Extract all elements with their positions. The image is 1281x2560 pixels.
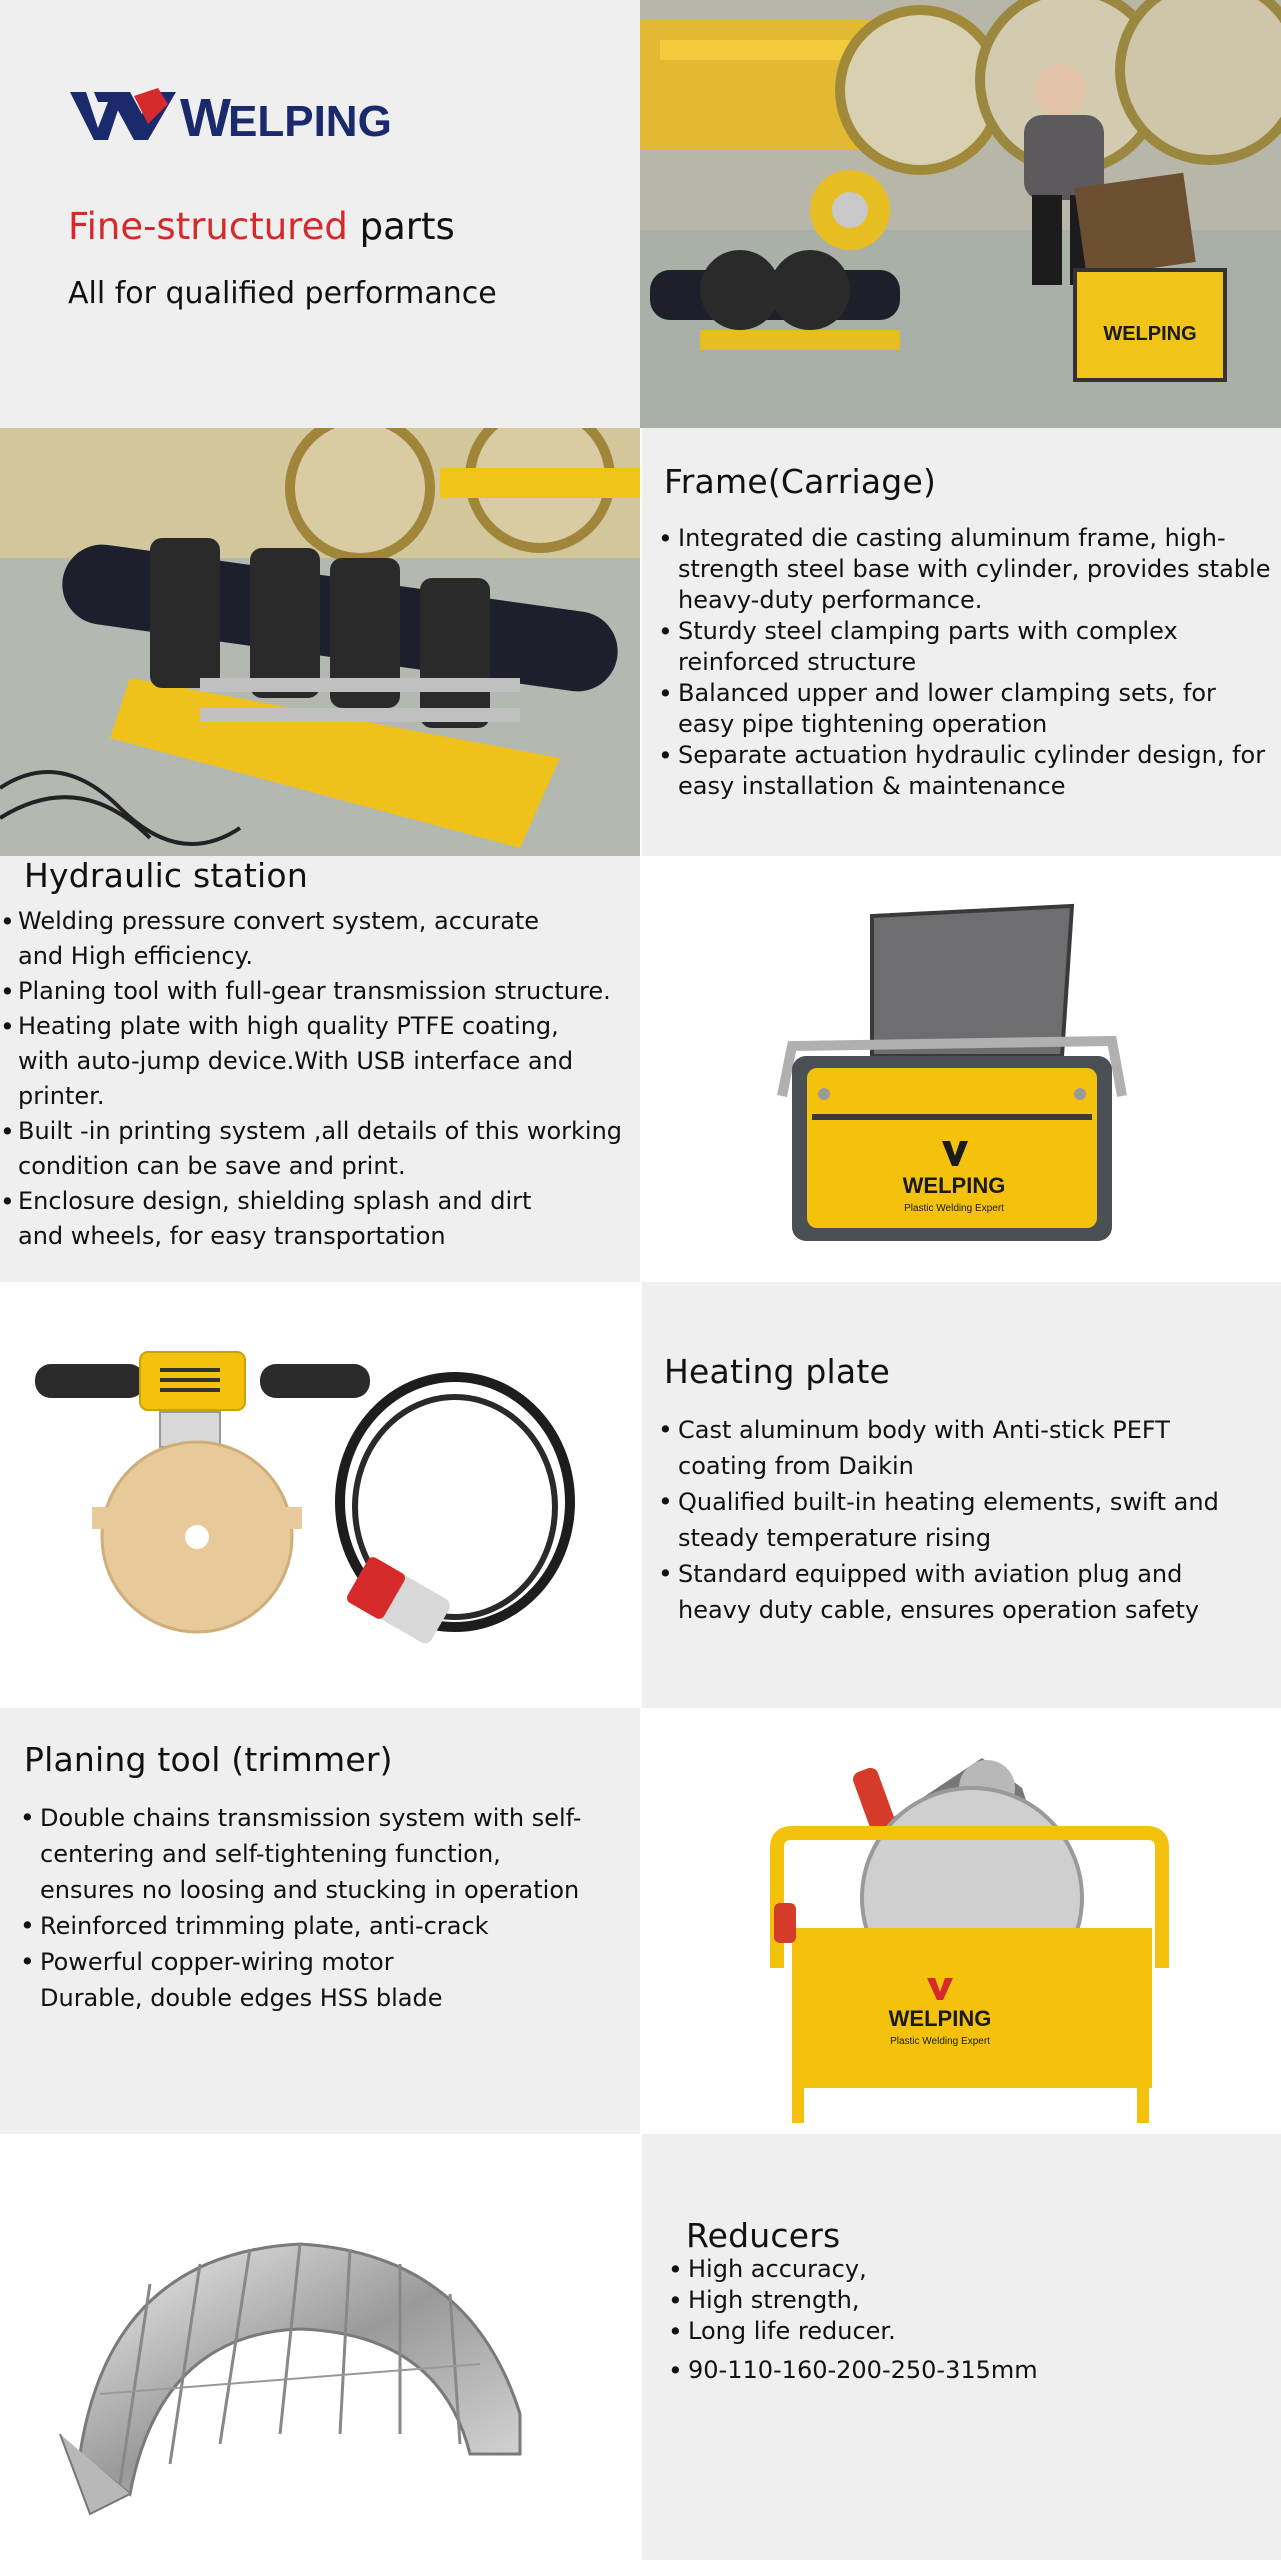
reducers-photo <box>0 2134 640 2560</box>
reducer-image <box>0 2134 640 2560</box>
list-item: • Integrated die casting aluminum frame, high-strength steel base with cylinder, provides stable heavy-duty performance. <box>658 523 1278 616</box>
heating-photo <box>0 1282 640 1708</box>
headline-black: parts <box>359 205 455 248</box>
headline-red: Fine-structured <box>68 205 348 248</box>
reducers-bullet-list <box>668 2254 1228 2386</box>
list-item: • High strength, <box>668 2285 1228 2316</box>
list-item: • Built -in printing system ,all details of this working condition can be save and print. <box>0 1114 640 1184</box>
welping-logo <box>68 84 468 144</box>
planing-section <box>0 1708 1281 2134</box>
planing-bullet-list <box>20 1800 620 2016</box>
reducers-title: Reducers <box>686 2216 841 2255</box>
logo-text: W <box>180 88 231 144</box>
reducers-text-panel <box>642 2134 1281 2560</box>
heating-text-panel <box>642 1282 1281 1708</box>
frame-text-panel <box>642 428 1281 856</box>
list-item: • Qualified built-in heating elements, swift and steady temperature rising <box>658 1484 1258 1556</box>
hero-photo <box>640 0 1281 428</box>
planing-text-panel <box>0 1708 640 2134</box>
hydraulic-box-tagline: Plastic Welding Expert <box>904 1203 1004 1214</box>
factory-photo <box>640 0 1281 428</box>
svg-text:ELPING: ELPING <box>228 97 392 144</box>
hydraulic-box-image <box>642 856 1281 1282</box>
list-item: • Standard equipped with aviation plug and heavy duty cable, ensures operation safety <box>658 1556 1258 1628</box>
hero-subline: All for qualified performance <box>68 276 497 311</box>
list-item: • High accuracy, <box>668 2254 1228 2285</box>
list-item: • Separate actuation hydraulic cylinder design, for easy installation & maintenance <box>658 740 1278 802</box>
planing-box-tagline: Plastic Welding Expert <box>890 2036 990 2047</box>
frame-photo <box>0 428 640 856</box>
list-item: • Cast aluminum body with Anti-stick PEFT coating from Daikin <box>658 1412 1218 1484</box>
list-item: • Enclosure design, shielding splash and dirt and wheels, for easy transportation <box>0 1184 580 1254</box>
list-item: • Reinforced trimming plate, anti-crack <box>20 1908 620 1944</box>
planing-box-brand: WELPING <box>888 2006 992 2031</box>
hero-headline <box>68 205 455 248</box>
hero-text-panel <box>0 0 640 428</box>
heating-section <box>0 1282 1281 1708</box>
list-item: • Sturdy steel clamping parts with complex reinforced structure <box>658 616 1278 678</box>
hydraulic-section <box>0 856 1281 1282</box>
reducers-section <box>0 2134 1281 2560</box>
hydraulic-bullet-list <box>0 904 640 1254</box>
heating-title: Heating plate <box>664 1352 890 1391</box>
hydraulic-box-brand: WELPING <box>902 1173 1006 1198</box>
hydraulic-text-panel <box>0 856 640 1282</box>
frame-section <box>0 428 1281 856</box>
heating-bullet-list <box>658 1412 1278 1628</box>
list-item: • Planing tool with full-gear transmission structure. <box>0 974 640 1009</box>
list-item: • Powerful copper-wiring motor Durable, double edges HSS blade <box>20 1944 450 2016</box>
frame-title: Frame(Carriage) <box>664 462 937 501</box>
planing-title: Planing tool (trimmer) <box>24 1740 393 1779</box>
hydraulic-photo <box>642 856 1281 1282</box>
hero-photo-label: WELPING <box>1103 323 1197 345</box>
heating-plate-image <box>0 1282 640 1708</box>
hero-section <box>0 0 1281 428</box>
list-item: • Welding pressure convert system, accurate and High efficiency. <box>0 904 580 974</box>
carriage-photo <box>0 428 640 856</box>
list-item: • 90-110-160-200-250-315mm <box>668 2355 1228 2386</box>
planing-tool-image <box>642 1708 1281 2134</box>
planing-photo <box>642 1708 1281 2134</box>
list-item: • Long life reducer. <box>668 2316 1228 2347</box>
list-item: • Heating plate with high quality PTFE coating, with auto-jump device.With USB interface and printer. <box>0 1009 580 1114</box>
hydraulic-title: Hydraulic station <box>24 856 308 895</box>
frame-bullet-list <box>658 523 1278 802</box>
list-item: • Double chains transmission system with self-centering and self-tightening function, ensures no loosing and stucking in operation <box>20 1800 600 1908</box>
list-item: • Balanced upper and lower clamping sets, for easy pipe tightening operation <box>658 678 1278 740</box>
